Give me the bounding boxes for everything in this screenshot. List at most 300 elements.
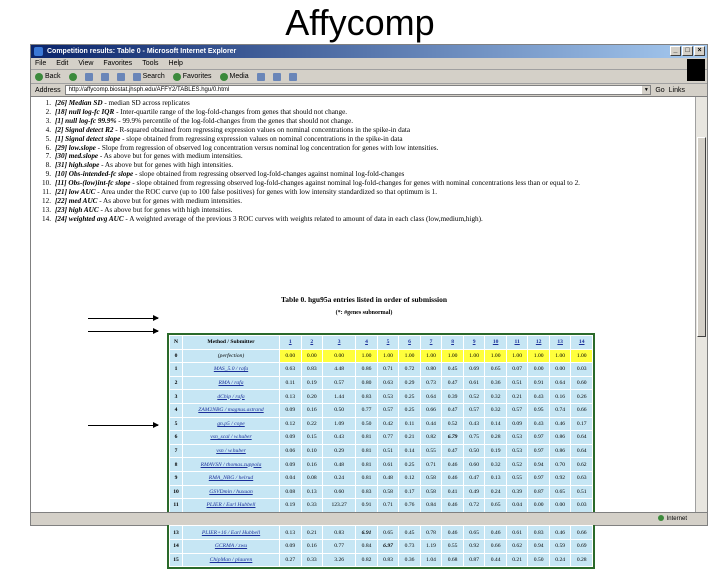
- favorites-button[interactable]: Favorites: [173, 70, 212, 84]
- metric-value: 0.55: [421, 445, 442, 458]
- metric-value: 0.95: [528, 404, 549, 417]
- metric-value: 0.64: [571, 431, 592, 444]
- metric-value: 0.20: [302, 390, 323, 403]
- metric-value: 0.32: [485, 458, 506, 471]
- maximize-button[interactable]: □: [682, 46, 693, 56]
- column-header-metric[interactable]: 1: [280, 336, 301, 349]
- definition-text: - slope obtained from regressing observed log-fold-changes against nominal log-fold-changes: [133, 170, 405, 179]
- method-link[interactable]: PLIER+16 / Earl Hubbell: [183, 526, 279, 539]
- window-controls: [670, 46, 705, 56]
- metric-value: 0.71: [421, 458, 442, 471]
- definition-tag: [1] null log-fc 99.9%: [55, 116, 117, 125]
- definition-tag: [11] Obs-(low)int-fc slope: [55, 179, 131, 188]
- metric-value: 0.73: [399, 540, 420, 553]
- metric-value: 0.00: [550, 363, 571, 376]
- metric-value: 0.11: [280, 377, 301, 390]
- menu-favorites[interactable]: Favorites: [103, 60, 133, 67]
- table-row: [170, 363, 592, 376]
- row-number: 2: [170, 377, 182, 390]
- metric-value: 0.12: [399, 472, 420, 485]
- metric-value: 1.44: [323, 390, 355, 403]
- metric-value: 0.16: [302, 404, 323, 417]
- method-link[interactable]: ChipMan / plauren: [183, 554, 279, 567]
- metric-value: 0.09: [280, 458, 301, 471]
- metric-value: 0.28: [571, 554, 592, 567]
- metric-value: 0.52: [464, 390, 485, 403]
- metric-value: 0.29: [323, 445, 355, 458]
- definition-number: 1.: [45, 99, 51, 107]
- definition-item: [39, 161, 689, 170]
- browser-window: [30, 44, 708, 563]
- method-link[interactable]: MAS_5.0 / rafa: [183, 363, 279, 376]
- metric-definitions: [39, 99, 689, 224]
- arrow-pointer-row-9: [88, 425, 158, 426]
- metric-value: 0.03: [571, 499, 592, 512]
- table-header-row: [170, 336, 592, 349]
- column-header-metric[interactable]: 8: [442, 336, 463, 349]
- row-number: 15: [170, 554, 182, 567]
- row-number: 1: [170, 363, 182, 376]
- table-row: [170, 377, 592, 390]
- metric-value: 0.83: [302, 363, 323, 376]
- column-header-metric[interactable]: 13: [550, 336, 571, 349]
- menu-tools[interactable]: Tools: [142, 60, 159, 67]
- metric-value: 0.06: [280, 445, 301, 458]
- metric-value: 1.00: [485, 350, 506, 363]
- metric-value: 0.14: [485, 418, 506, 431]
- column-header-metric[interactable]: 5: [378, 336, 399, 349]
- definition-item: [39, 117, 689, 126]
- metric-value: 0.75: [464, 431, 485, 444]
- metric-value: 0.83: [378, 554, 399, 567]
- metric-value: 0.12: [280, 418, 301, 431]
- definition-tag: [23] high AUC: [55, 205, 99, 214]
- column-header-metric[interactable]: 12: [528, 336, 549, 349]
- history-button[interactable]: [257, 73, 265, 81]
- metric-value: 0.52: [507, 458, 528, 471]
- menu-file[interactable]: File: [35, 60, 47, 67]
- metric-value: 0.50: [528, 554, 549, 567]
- definition-text: - slope obtained from regressing expression values on nominal concentrations in the spike-in data: [120, 134, 403, 143]
- globe-icon: [658, 515, 664, 521]
- metric-value: 3.26: [323, 554, 355, 567]
- metric-value: 0.87: [528, 486, 549, 499]
- metric-value: 0.91: [528, 377, 549, 390]
- metric-value: 0.00: [550, 499, 571, 512]
- table-row: [170, 486, 592, 499]
- metric-value: 0.33: [302, 554, 323, 567]
- minimize-button[interactable]: _: [670, 46, 681, 56]
- metric-value: 0.19: [302, 377, 323, 390]
- close-button[interactable]: ×: [694, 46, 705, 56]
- definition-number: 3.: [45, 116, 51, 125]
- refresh-button[interactable]: [101, 73, 109, 81]
- metric-value: 0.22: [302, 418, 323, 431]
- column-header-metric[interactable]: 10: [485, 336, 506, 349]
- metric-value: 0.65: [485, 499, 506, 512]
- metric-value: 0.43: [528, 418, 549, 431]
- metric-value: 0.61: [378, 458, 399, 471]
- metric-value: 0.82: [421, 431, 442, 444]
- metric-value: 0.47: [464, 472, 485, 485]
- metric-value: 1.00: [442, 350, 463, 363]
- metric-value: 0.13: [302, 486, 323, 499]
- table-row: [170, 540, 592, 553]
- metric-value: 0.86: [550, 445, 571, 458]
- metric-value: 1.00: [571, 350, 592, 363]
- definition-number: 12.: [42, 196, 51, 205]
- metric-value: 1.00: [464, 350, 485, 363]
- method-link[interactable]: RMA_NBG / helrud: [183, 472, 279, 485]
- metric-value: 0.46: [442, 526, 463, 539]
- metric-value: 0.57: [507, 404, 528, 417]
- window-titlebar: [31, 45, 707, 58]
- metric-value: 0.59: [550, 540, 571, 553]
- metric-value: 0.81: [356, 431, 377, 444]
- definition-text: - As above but for genes with medium intensities.: [98, 152, 243, 161]
- metric-value: 0.21: [507, 390, 528, 403]
- metric-value: 0.46: [442, 499, 463, 512]
- method-link[interactable]: GSVDmin / huxuan: [183, 486, 279, 499]
- star-icon: [173, 73, 181, 81]
- definition-number: 14.: [42, 214, 51, 223]
- metric-value: 0.16: [550, 390, 571, 403]
- table-row: [170, 554, 592, 567]
- metric-value: 0.41: [442, 486, 463, 499]
- definition-text: - Area under the ROC curve (up to 100 false positives) for genes with low intensity standardized so that optimum is 1.: [95, 188, 438, 197]
- definition-tag: [29] low.slope: [55, 143, 96, 152]
- table-caption: Table 0. hgu95a entries listed in order of submission: [280, 295, 448, 304]
- address-bar: [31, 84, 707, 97]
- mail-button[interactable]: [273, 73, 281, 81]
- address-url: http://affycomp.biostat.jhsph.edu/AFFY2/TABLES.hgu/0.html: [68, 87, 230, 93]
- metric-value: 0.74: [550, 404, 571, 417]
- metric-value: 0.04: [507, 499, 528, 512]
- metric-value: 0.08: [302, 472, 323, 485]
- definition-item: [39, 188, 689, 197]
- search-button[interactable]: Search: [133, 70, 165, 84]
- metric-value: 0.25: [399, 458, 420, 471]
- table-row: [170, 431, 592, 444]
- metric-value: 0.24: [550, 554, 571, 567]
- metric-value: 0.84: [356, 540, 377, 553]
- metric-value: 123.27: [323, 499, 355, 512]
- back-button[interactable]: Back: [35, 70, 61, 84]
- metric-value: 0.42: [378, 418, 399, 431]
- metric-value: 0.45: [399, 526, 420, 539]
- metric-value: 1.00: [421, 350, 442, 363]
- metric-value: 0.46: [442, 472, 463, 485]
- metric-value: 0.15: [302, 431, 323, 444]
- metric-value: 0.47: [442, 377, 463, 390]
- metric-value: 0.24: [323, 472, 355, 485]
- metric-value: 4.48: [323, 363, 355, 376]
- metric-value: 0.77: [323, 540, 355, 553]
- metric-value: 0.09: [280, 431, 301, 444]
- row-number: 9: [170, 472, 182, 485]
- metric-value: 0.19: [485, 445, 506, 458]
- metric-value: 0.21: [507, 554, 528, 567]
- metric-value: 0.77: [356, 404, 377, 417]
- definition-text: - Slope from regression of observed log concentration versus nominal log concentration for genes with low intensities.: [95, 143, 439, 152]
- definition-item: [39, 206, 689, 215]
- definition-tag: [26] Median SD: [55, 99, 103, 107]
- metric-value: 0.66: [571, 404, 592, 417]
- metric-value: 0.66: [485, 540, 506, 553]
- metric-value: 0.19: [280, 499, 301, 512]
- metric-value: 0.76: [399, 499, 420, 512]
- definition-tag: [2] Signal detect R2: [55, 125, 114, 134]
- address-dropdown-icon[interactable]: ▼: [643, 87, 649, 93]
- metric-value: 0.00: [302, 350, 323, 363]
- metric-value: 0.09: [280, 404, 301, 417]
- metric-value: 0.04: [280, 472, 301, 485]
- metric-value: 0.61: [464, 377, 485, 390]
- table-subcaption: (*: #genes subnormal): [335, 310, 393, 316]
- results-table-wrapper: [167, 333, 595, 569]
- metric-value: 0.58: [421, 472, 442, 485]
- metric-value: 0.80: [356, 377, 377, 390]
- metric-value: 0.24: [485, 486, 506, 499]
- status-bar: [31, 512, 707, 525]
- go-button[interactable]: Go: [655, 86, 665, 94]
- metric-value: 0.63: [571, 472, 592, 485]
- definition-item: [39, 152, 689, 161]
- metric-value: 0.60: [464, 458, 485, 471]
- method-link[interactable]: vsn / w.huber: [183, 445, 279, 458]
- metric-value: 0.44: [421, 418, 442, 431]
- metric-value: 1.00: [507, 350, 528, 363]
- refresh-icon: [101, 73, 109, 81]
- metric-value: 0.46: [550, 418, 571, 431]
- metric-value: 0.97: [528, 445, 549, 458]
- row-number: 0: [170, 350, 182, 363]
- toolbar: [31, 70, 707, 84]
- column-header-metric[interactable]: 3: [323, 336, 355, 349]
- metric-value: 0.94: [528, 458, 549, 471]
- metric-value: 0.69: [464, 363, 485, 376]
- metric-value: 0.63: [280, 363, 301, 376]
- back-arrow-icon: [35, 73, 43, 81]
- metric-value: 0.57: [323, 377, 355, 390]
- metric-value: 0.58: [421, 486, 442, 499]
- metric-value: 0.84: [421, 499, 442, 512]
- metric-value: 0.64: [421, 390, 442, 403]
- metric-value: 0.33: [302, 499, 323, 512]
- metric-value: 0.66: [571, 526, 592, 539]
- metric-value: 0.50: [323, 404, 355, 417]
- menu-help[interactable]: Help: [168, 60, 183, 67]
- method-link[interactable]: gn.p5 / cope: [183, 418, 279, 431]
- definition-text: - As above but for genes with high intensities.: [98, 205, 233, 214]
- definition-item: [39, 197, 689, 206]
- metric-value: 0.00: [528, 499, 549, 512]
- metric-value: 0.81: [356, 458, 377, 471]
- definition-number: 2.: [45, 107, 51, 116]
- metric-value: 0.73: [421, 377, 442, 390]
- metric-value: 0.57: [464, 404, 485, 417]
- metric-value: 0.21: [399, 431, 420, 444]
- metric-value: 0.61: [507, 526, 528, 539]
- metric-value: 0.83: [323, 526, 355, 539]
- column-header-metric[interactable]: 7: [421, 336, 442, 349]
- ie-icon: [34, 47, 43, 56]
- row-number: 7: [170, 445, 182, 458]
- metric-value: 0.13: [280, 526, 301, 539]
- metric-value: 1.09: [323, 418, 355, 431]
- metric-value: 0.39: [442, 390, 463, 403]
- column-header-n: N: [170, 336, 182, 349]
- metric-value: 0.44: [485, 554, 506, 567]
- method-link[interactable]: GCRMA / zwu: [183, 540, 279, 553]
- arrow-pointer-row-2: [88, 331, 158, 332]
- metric-value: 0.60: [571, 377, 592, 390]
- metric-value: 0.97: [528, 431, 549, 444]
- table-row: [170, 350, 592, 363]
- metric-value: 0.60: [323, 486, 355, 499]
- address-field[interactable]: [65, 85, 652, 95]
- table-row: [170, 445, 592, 458]
- mail-icon: [273, 73, 281, 81]
- metric-value: 0.71: [378, 363, 399, 376]
- metric-value: 0.49: [464, 486, 485, 499]
- metric-value: 1.00: [378, 350, 399, 363]
- definition-tag: [24] weighted avg AUC: [55, 214, 124, 223]
- definition-tag: [21] low AUC: [55, 188, 96, 197]
- column-header-metric[interactable]: 11: [507, 336, 528, 349]
- metric-value: 6.79: [442, 431, 463, 444]
- metric-value: 0.03: [571, 363, 592, 376]
- method-link[interactable]: vsn_scal / w.huber: [183, 431, 279, 444]
- metric-value: 1.04: [421, 554, 442, 567]
- definition-number: 5.: [45, 134, 51, 143]
- metric-value: 0.55: [507, 472, 528, 485]
- metric-value: 0.64: [550, 377, 571, 390]
- row-number: 13: [170, 526, 182, 539]
- metric-value: 0.50: [464, 445, 485, 458]
- history-icon: [257, 73, 265, 81]
- method-link[interactable]: PLIER / Earl Hubbell: [183, 499, 279, 512]
- metric-value: 0.14: [399, 445, 420, 458]
- method-link[interactable]: dChip / rafa: [183, 390, 279, 403]
- definition-number: 4.: [45, 125, 51, 134]
- definition-number: 8.: [45, 161, 51, 170]
- definition-number: 11.: [42, 188, 51, 197]
- metric-value: 0.53: [378, 390, 399, 403]
- stop-button[interactable]: [85, 73, 93, 81]
- definition-tag: [30] med.slope: [55, 152, 99, 161]
- metric-value: 0.80: [421, 363, 442, 376]
- scrollbar-thumb[interactable]: [697, 137, 706, 337]
- metric-value: 0.51: [507, 377, 528, 390]
- metric-value: 0.58: [378, 486, 399, 499]
- stop-icon: [85, 73, 93, 81]
- metric-value: 0.66: [421, 404, 442, 417]
- metric-value: 0.46: [550, 526, 571, 539]
- metric-value: 6.91: [356, 526, 377, 539]
- row-number: 14: [170, 540, 182, 553]
- media-button[interactable]: Media: [220, 70, 249, 84]
- slide-title: Affycomp: [285, 2, 435, 43]
- column-header-metric[interactable]: 14: [571, 336, 592, 349]
- column-header-metric[interactable]: 2: [302, 336, 323, 349]
- metric-value: 0.46: [442, 458, 463, 471]
- metric-value: 6.97: [378, 540, 399, 553]
- menu-view[interactable]: View: [78, 60, 94, 67]
- metric-value: 0.94: [528, 540, 549, 553]
- method-link[interactable]: RMAVSN / thomas.zuppola: [183, 458, 279, 471]
- address-label: Address: [35, 86, 61, 94]
- definition-item: [39, 99, 689, 108]
- print-icon: [289, 73, 297, 81]
- metric-value: 0.27: [280, 554, 301, 567]
- table-row: [170, 404, 592, 417]
- links-button[interactable]: Links: [668, 86, 685, 94]
- metric-value: 0.09: [280, 540, 301, 553]
- metric-value: 0.62: [507, 540, 528, 553]
- metric-value: 0.32: [485, 390, 506, 403]
- column-header-metric[interactable]: 4: [356, 336, 377, 349]
- home-button[interactable]: [117, 73, 125, 81]
- metric-value: 0.72: [464, 499, 485, 512]
- column-header-metric[interactable]: 9: [464, 336, 485, 349]
- metric-value: 0.13: [485, 472, 506, 485]
- metric-value: 0.55: [442, 540, 463, 553]
- metric-value: 0.52: [442, 418, 463, 431]
- metric-value: 0.16: [302, 458, 323, 471]
- metric-value: 0.17: [399, 486, 420, 499]
- definition-tag: [31] high.slope: [55, 161, 100, 170]
- method-link[interactable]: RMA / rafa: [183, 377, 279, 390]
- metric-value: 0.32: [485, 404, 506, 417]
- metric-value: 0.65: [550, 486, 571, 499]
- column-header-metric[interactable]: 6: [399, 336, 420, 349]
- table-row: [170, 499, 592, 512]
- metric-value: 0.36: [399, 554, 420, 567]
- metric-value: 1.00: [528, 350, 549, 363]
- status-zone: Internet: [658, 513, 687, 526]
- table-row: [170, 390, 592, 403]
- metric-value: 0.28: [485, 431, 506, 444]
- print-button[interactable]: [289, 73, 297, 81]
- metric-value: 0.81: [356, 472, 377, 485]
- metric-value: 0.25: [399, 390, 420, 403]
- method-link[interactable]: ZAM2NBG / magnus.astrand: [183, 404, 279, 417]
- menubar: [31, 58, 707, 70]
- definition-text: - As above but for genes with high intensities.: [99, 161, 234, 170]
- metric-value: 1.00: [399, 350, 420, 363]
- definition-text: - slope obtained from regressing observed log-fold-changes against nominal log-fold-changes for genes with nominal concentrations less than or equal to 2.: [130, 179, 580, 188]
- metric-value: 0.47: [442, 445, 463, 458]
- vertical-scrollbar[interactable]: [695, 97, 707, 514]
- method-link: (perfection): [183, 350, 279, 363]
- row-number: 5: [170, 418, 182, 431]
- definition-number: 9.: [45, 170, 51, 179]
- forward-button[interactable]: [69, 73, 77, 81]
- definition-text: - median SD across replicates: [102, 99, 190, 107]
- results-table: [169, 335, 593, 567]
- metric-value: 0.51: [571, 486, 592, 499]
- definition-tag: [10] Obs-intended-fc slope: [55, 170, 134, 179]
- windows-logo-icon: [687, 59, 705, 81]
- metric-value: 0.46: [485, 526, 506, 539]
- metric-value: 0.71: [378, 499, 399, 512]
- definition-item: [39, 126, 689, 135]
- metric-value: 0.17: [571, 418, 592, 431]
- metric-value: 0.69: [571, 540, 592, 553]
- row-number: 10: [170, 486, 182, 499]
- menu-edit[interactable]: Edit: [56, 60, 69, 67]
